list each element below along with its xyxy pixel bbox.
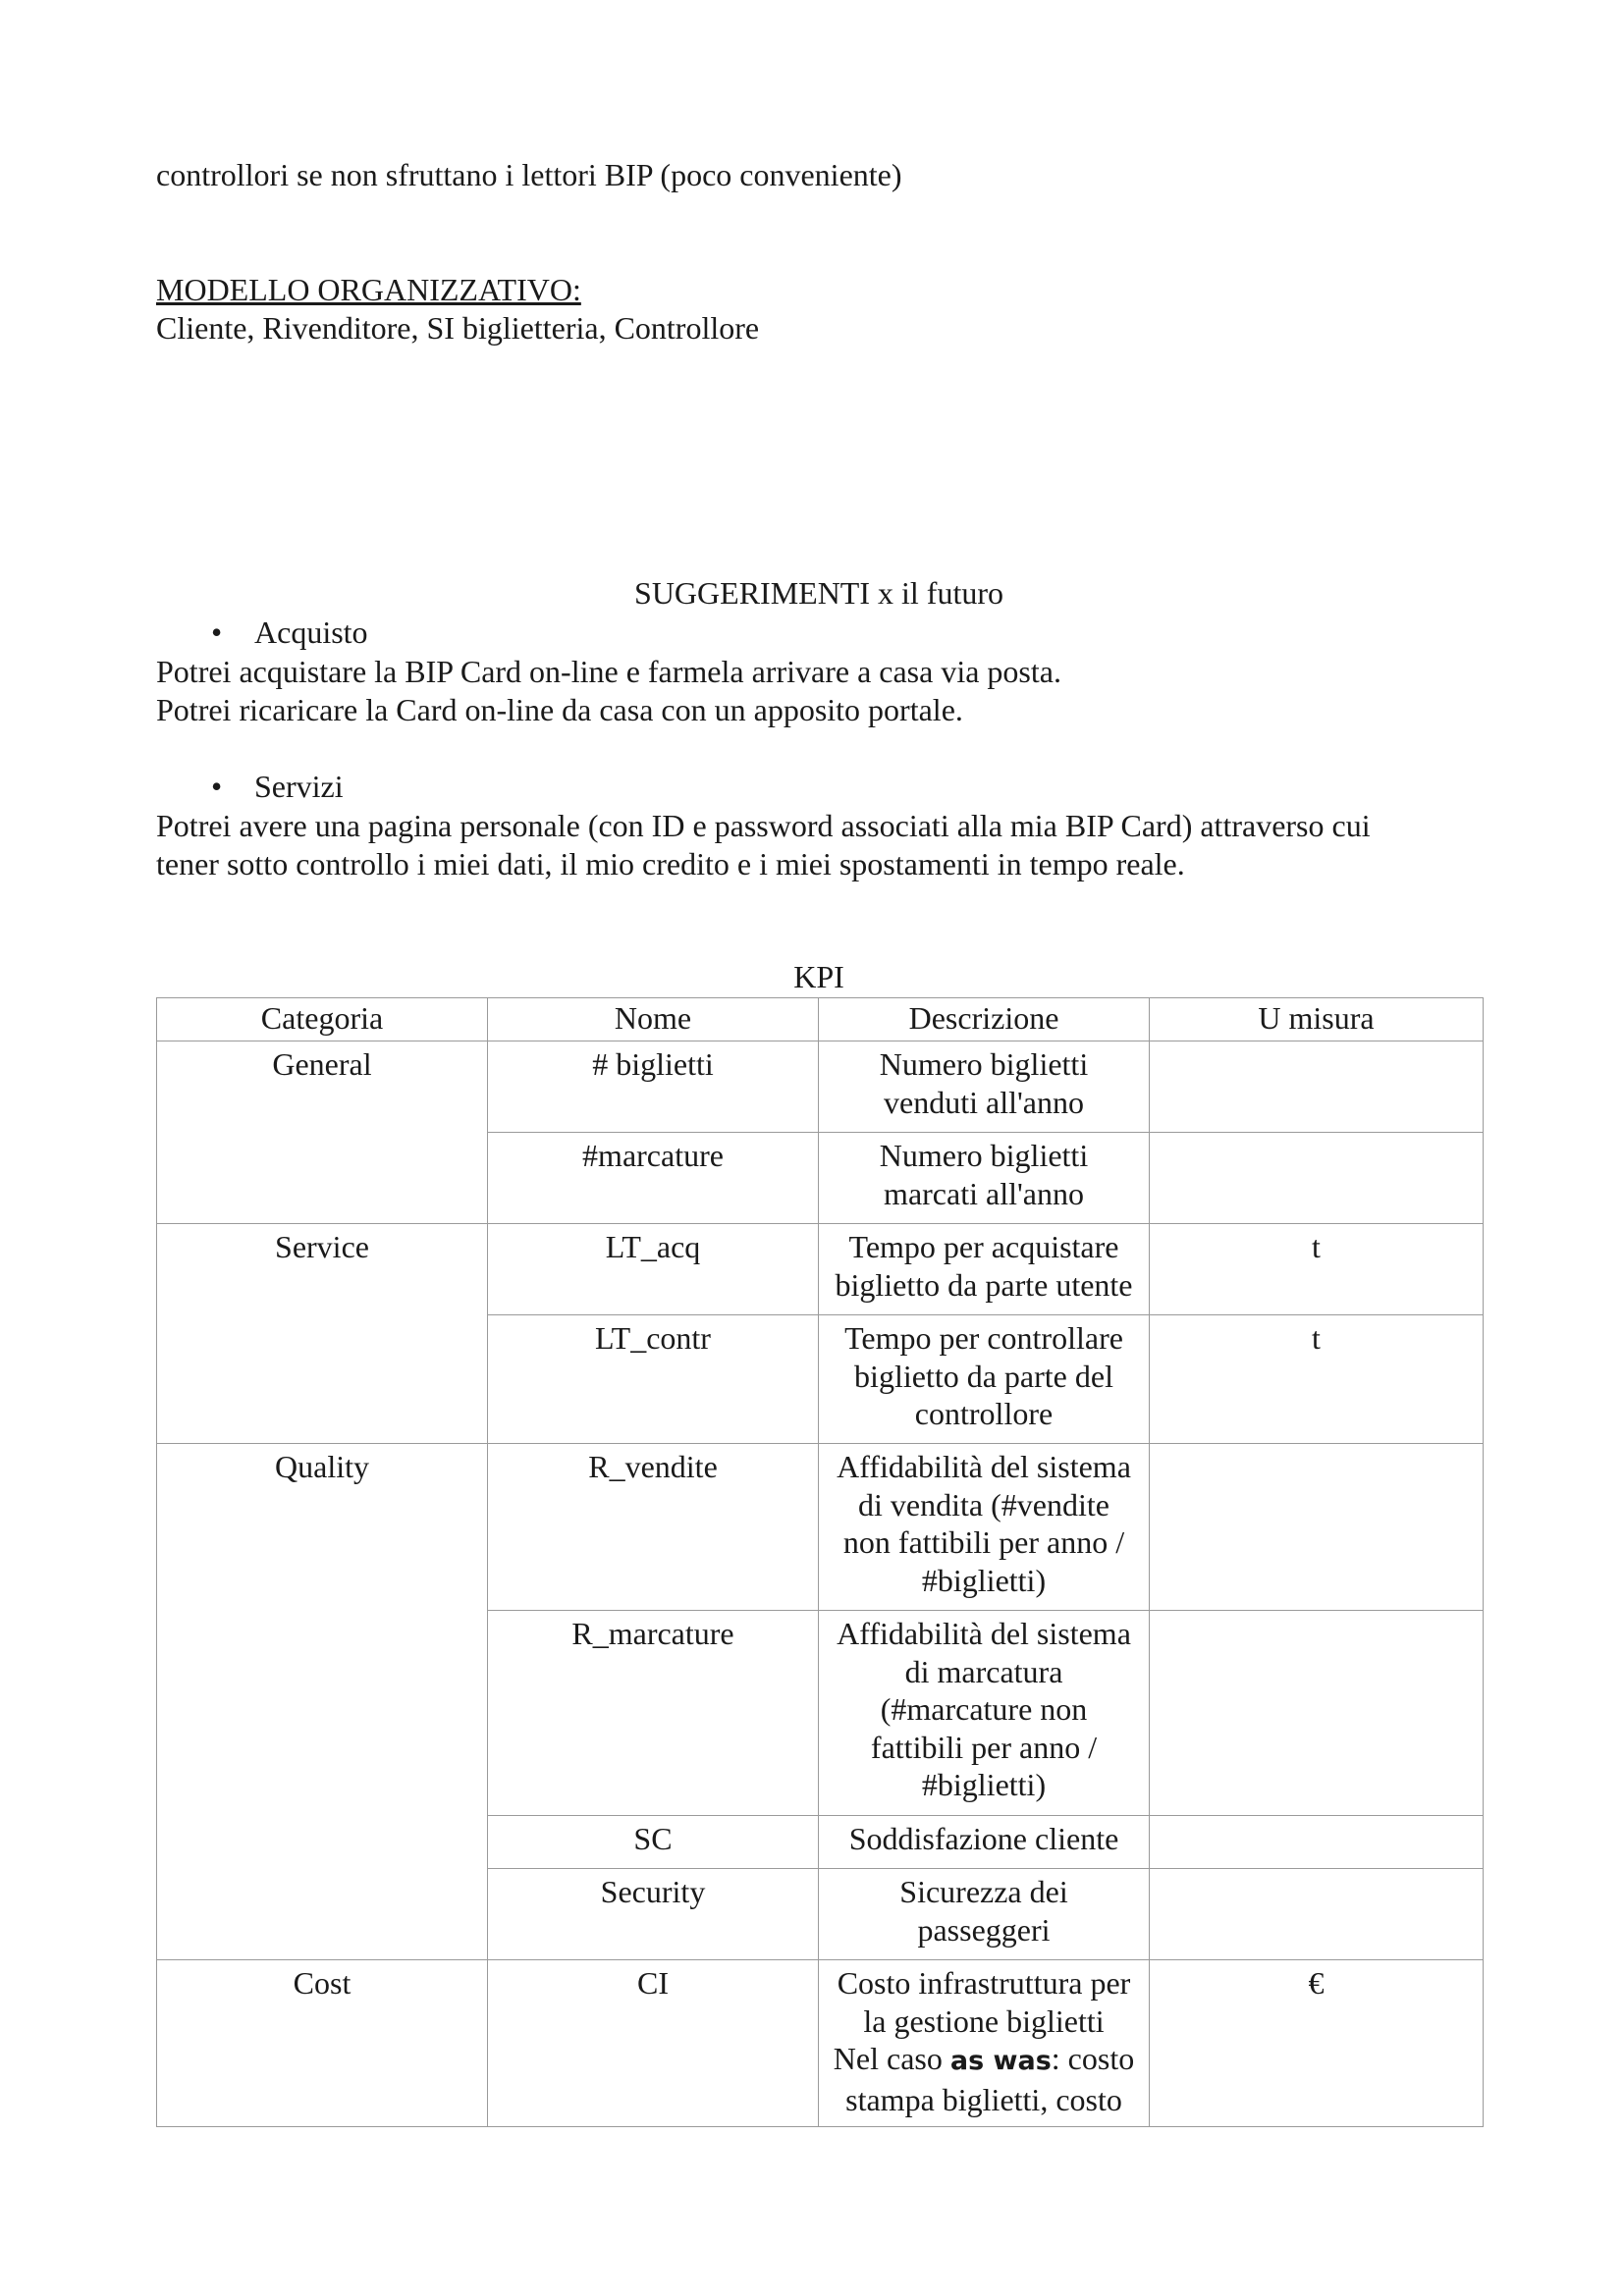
column-header: U misura: [1150, 998, 1484, 1041]
category-cell: Cost: [157, 1960, 488, 2127]
table-row: [157, 1444, 1484, 1611]
kpi-name-cell: CI: [488, 1960, 819, 2127]
kpi-name-cell: Security: [488, 1869, 819, 1960]
kpi-desc-cell: Numero biglietti venduti all'anno: [819, 1041, 1150, 1133]
kpi-desc-cell: Numero biglietti marcati all'anno: [819, 1133, 1150, 1224]
kpi-desc-cell: Soddisfazione cliente: [819, 1816, 1150, 1869]
paragraph-line: Potrei ricaricare la Card on-line da casa con un apposito portale.: [156, 692, 963, 727]
org-model-heading: MODELLO ORGANIZZATIVO:: [156, 272, 581, 307]
column-header: Descrizione: [819, 998, 1150, 1041]
kpi-name-cell: SC: [488, 1816, 819, 1869]
kpi-name-cell: R_marcature: [488, 1611, 819, 1816]
kpi-desc-cell: Affidabilità del sistema di marcatura (#marcature non fattibili per anno / #biglietti): [819, 1611, 1150, 1816]
table-header-row: [157, 998, 1484, 1041]
suggestions-title: SUGGERIMENTI x il futuro: [634, 575, 1003, 611]
table-row: [157, 1960, 1484, 2127]
kpi-unit-cell: [1150, 1611, 1484, 1816]
kpi-title: KPI: [793, 959, 844, 994]
table-row: [157, 1041, 1484, 1133]
desc-extra-line: Nel caso as was: costo: [833, 2041, 1135, 2076]
bullet-label: Servizi: [254, 769, 344, 804]
org-model-text: Cliente, Rivenditore, SI biglietteria, Controllore: [156, 310, 760, 346]
kpi-unit-cell: [1150, 1869, 1484, 1960]
bullet-icon: •: [211, 769, 223, 804]
kpi-desc-cell: Affidabilità del sistema di vendita (#vendite non fattibili per anno / #biglietti): [819, 1444, 1150, 1611]
kpi-desc-cell: Sicurezza dei passeggeri: [819, 1869, 1150, 1960]
kpi-unit-cell: [1150, 1816, 1484, 1869]
kpi-name-cell: LT_contr: [488, 1315, 819, 1444]
intro-line: controllori se non sfruttano i lettori BIP (poco conveniente): [156, 157, 902, 192]
kpi-unit-cell: t: [1150, 1224, 1484, 1315]
kpi-desc-cell: Tempo per acquistare biglietto da parte utente: [819, 1224, 1150, 1315]
bullet-label: Acquisto: [254, 614, 368, 650]
kpi-name-cell: # biglietti: [488, 1041, 819, 1133]
column-header: Categoria: [157, 998, 488, 1041]
paragraph-line: Potrei acquistare la BIP Card on-line e farmela arrivare a casa via posta.: [156, 654, 1061, 689]
kpi-unit-cell: [1150, 1444, 1484, 1611]
paragraph-line: Potrei avere una pagina personale (con ID e password associati alla mia BIP Card) attraverso cui: [156, 808, 1371, 843]
kpi-unit-cell: t: [1150, 1315, 1484, 1444]
kpi-desc-cell: Costo infrastruttura per la gestione biglietti Nel caso as was: costo stampa biglietti, costo: [819, 1960, 1150, 2127]
paragraph-line: tener sotto controllo i miei dati, il mio credito e i miei spostamenti in tempo reale.: [156, 846, 1185, 881]
table-row: [157, 1224, 1484, 1315]
kpi-desc-cell: Tempo per controllare biglietto da parte del controllore: [819, 1315, 1150, 1444]
kpi-unit-cell: €: [1150, 1960, 1484, 2127]
category-cell: General: [157, 1041, 488, 1224]
bullet-icon: •: [211, 614, 223, 650]
column-header: Nome: [488, 998, 819, 1041]
kpi-unit-cell: [1150, 1133, 1484, 1224]
kpi-table: [156, 997, 1484, 2127]
kpi-name-cell: R_vendite: [488, 1444, 819, 1611]
kpi-name-cell: #marcature: [488, 1133, 819, 1224]
category-cell: Quality: [157, 1444, 488, 1960]
kpi-unit-cell: [1150, 1041, 1484, 1133]
category-cell: Service: [157, 1224, 488, 1444]
kpi-name-cell: LT_acq: [488, 1224, 819, 1315]
